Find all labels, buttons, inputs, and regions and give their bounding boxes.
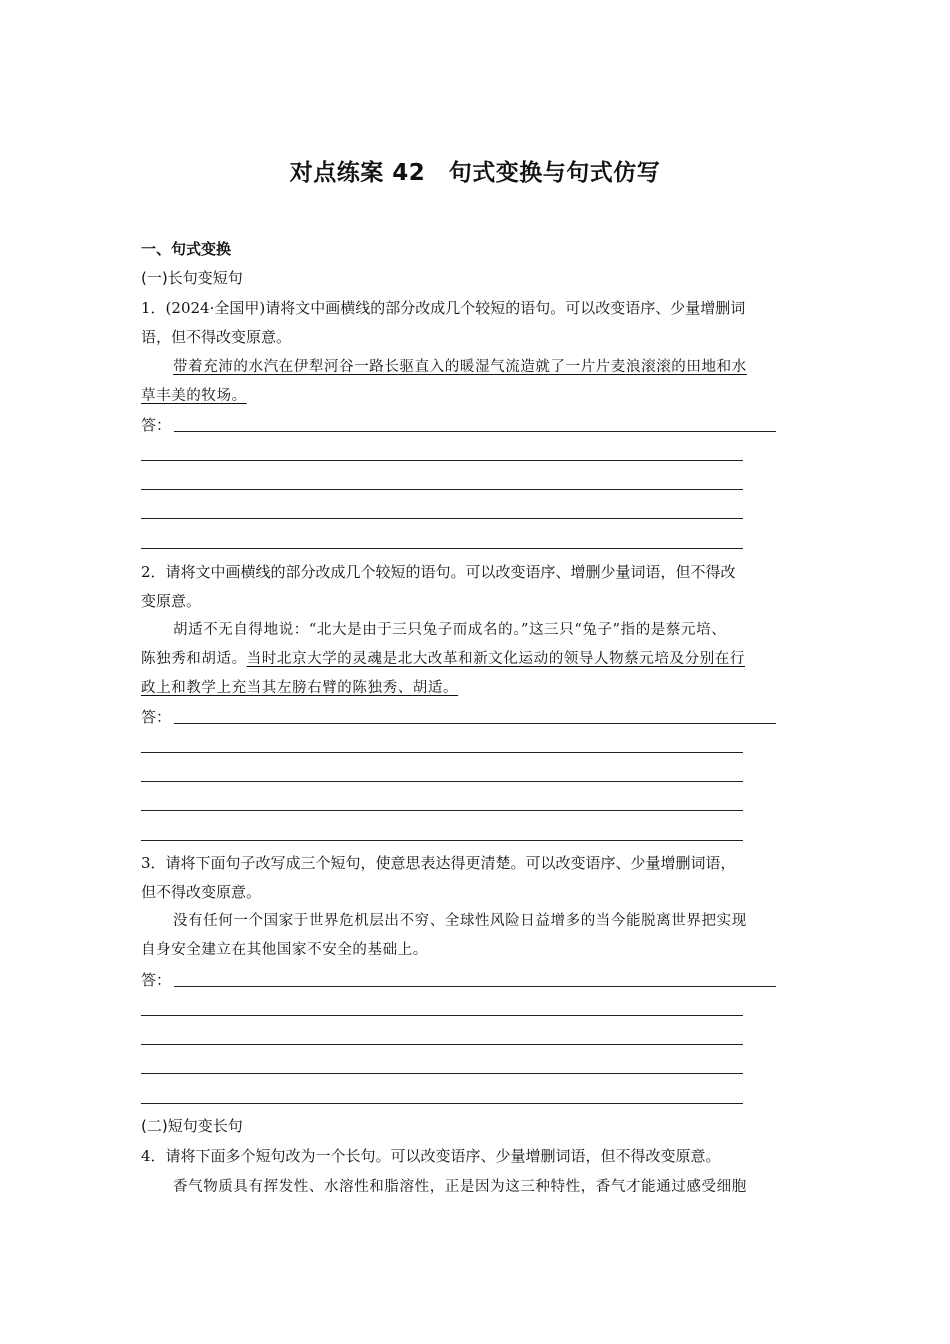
q1-answer-line[interactable] [141, 548, 743, 549]
q1-prompt-line1: 1．(2024·全国甲)请将文中画横线的部分改成几个较短的语句。可以改变语序、少量增删词 [141, 299, 746, 317]
q2-passage-line2 [141, 649, 745, 669]
q2-passage-plain: 陈独秀和胡适。 [141, 651, 247, 667]
q1-prompt-line2: 语，但不得改变原意。 [141, 328, 292, 346]
subsection-heading-long-to-short: (一)长句变短句 [141, 269, 243, 287]
q3-passage-line2: 自身安全建立在其他国家不安全的基础上。 [141, 942, 428, 958]
q3-prompt-line1: 3．请将下面句子改写成三个短句，使意思表达得更清楚。可以改变语序、少量增删词语， [141, 854, 736, 872]
q3-answer-line[interactable] [174, 986, 776, 987]
q4-prompt-line1: 4．请将下面多个短句改为一个长句。可以改变语序、少量增删词语，但不得改变原意。 [141, 1147, 721, 1165]
q2-answer-line[interactable] [141, 810, 743, 811]
q1-answer-line[interactable] [141, 460, 743, 461]
q2-passage-underlined: 当时北京大学的灵魂是北大改革和新文化运动的领导人物蔡元培及分别在行 [246, 651, 745, 667]
subsection-heading-short-to-long: (二)短句变长句 [141, 1117, 243, 1135]
q1-passage-line2: 草丰美的牧场。 [141, 388, 247, 404]
q2-answer-line[interactable] [141, 752, 743, 753]
q3-answer-line[interactable] [141, 1073, 743, 1074]
q2-answer-line[interactable] [174, 723, 776, 724]
q3-answer-line[interactable] [141, 1044, 743, 1045]
q2-answer-line[interactable] [141, 781, 743, 782]
q2-passage-line3: 政上和教学上充当其左膀右臂的陈独秀、胡适。 [141, 680, 459, 696]
q3-answer-line[interactable] [141, 1103, 743, 1104]
q2-prompt-line2: 变原意。 [141, 592, 202, 610]
q2-passage-line1: 胡适不无自得地说：“北大是由于三只兔子而成名的。”这三只“兔子”指的是蔡元培、 [173, 622, 727, 638]
section-heading: 一、句式变换 [141, 240, 232, 258]
q1-answer-line[interactable] [141, 489, 743, 490]
q2-prompt-line1: 2．请将文中画横线的部分改成几个较短的语句。可以改变语序、增删少量词语，但不得改 [141, 563, 736, 581]
page-title: 对点练案 42 句式变换与句式仿写 [289, 160, 661, 186]
q1-answer-line[interactable] [174, 431, 776, 432]
q3-answer-label: 答： [141, 971, 172, 989]
q3-answer-line[interactable] [141, 1015, 743, 1016]
q3-passage-line1: 没有任何一个国家于世界危机层出不穷、全球性风险日益增多的当今能脱离世界把实现 [173, 913, 747, 929]
q1-answer-label: 答： [141, 416, 172, 434]
q2-answer-line[interactable] [141, 840, 743, 841]
q3-prompt-line2: 但不得改变原意。 [141, 883, 262, 901]
q2-answer-label: 答： [141, 708, 172, 726]
q1-passage-line1: 带着充沛的水汽在伊犁河谷一路长驱直入的暖湿气流造就了一片片麦浪滚滚的田地和水 [173, 359, 747, 375]
q4-passage-line1: 香气物质具有挥发性、水溶性和脂溶性，正是因为这三种特性，香气才能通过感受细胞 [173, 1179, 747, 1195]
q1-answer-line[interactable] [141, 518, 743, 519]
